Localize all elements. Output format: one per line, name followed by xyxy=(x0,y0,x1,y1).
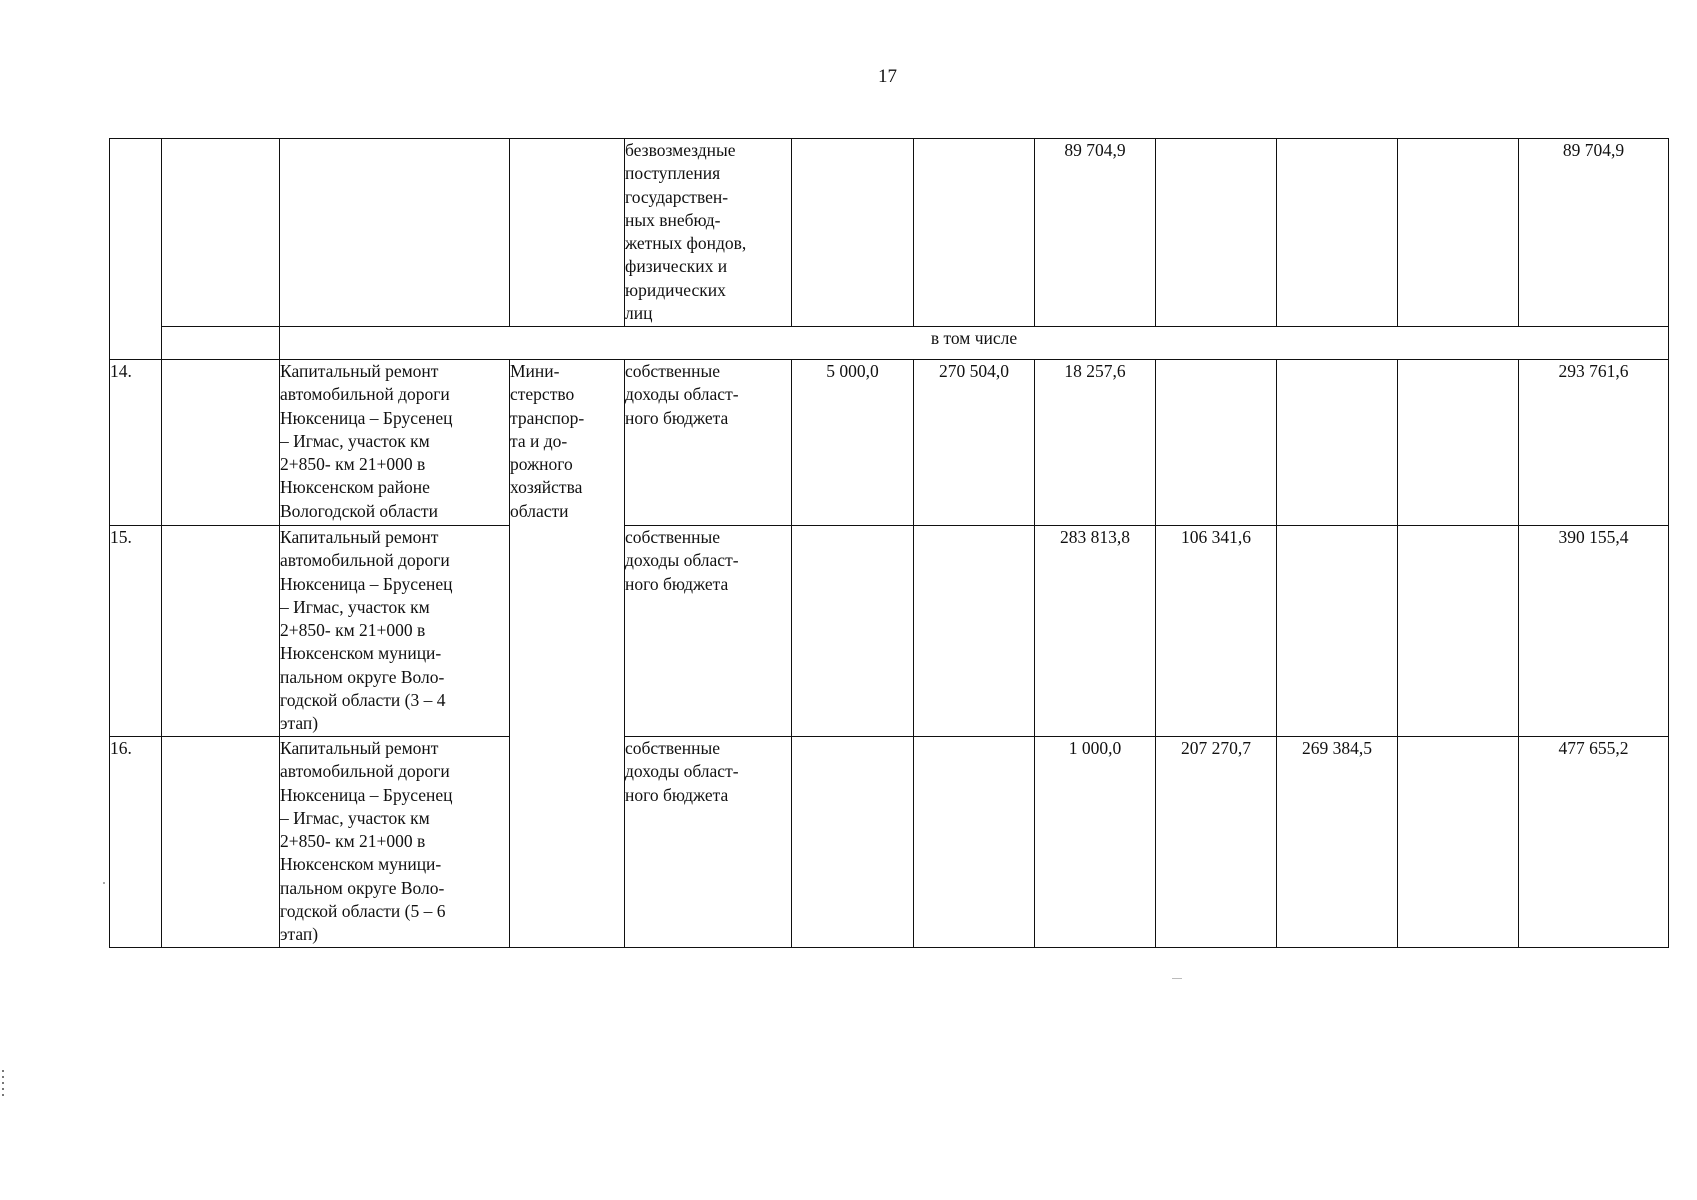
cell-value xyxy=(792,139,914,327)
table-row xyxy=(110,737,1669,948)
cell-value: 18 257,6 xyxy=(1035,360,1156,526)
cell-value xyxy=(1277,139,1398,327)
cell-value: 5 000,0 xyxy=(792,360,914,526)
cell-total: 89 704,9 xyxy=(1519,139,1669,327)
cell-total: 293 761,6 xyxy=(1519,360,1669,526)
page-number: 17 xyxy=(878,66,897,87)
budget-table xyxy=(109,138,1669,948)
cell-value: 89 704,9 xyxy=(1035,139,1156,327)
cell-value xyxy=(1277,360,1398,526)
cell-responsible: Мини- стерство транспор- та и до- рожного хозяйства области xyxy=(510,360,625,948)
cell-value: 1 000,0 xyxy=(1035,737,1156,948)
scan-artifact xyxy=(2,1070,4,1096)
table-row-subheader xyxy=(110,327,1669,360)
cell-blank xyxy=(162,737,280,948)
cell-blank xyxy=(510,139,625,327)
cell-row-number: 14. xyxy=(110,360,162,526)
cell-value xyxy=(1398,139,1519,327)
cell-value xyxy=(792,737,914,948)
table-row-continuation xyxy=(110,139,1669,327)
cell-object-name: Капитальный ремонт автомобильной дороги Нюксеница – Брусенец – Игмас, участок км 2+850- км 21+000 в Нюксенском муници- пальном округе Воло- годской области (3 – 4 этап) xyxy=(280,526,510,737)
cell-blank xyxy=(162,327,280,360)
cell-total: 477 655,2 xyxy=(1519,737,1669,948)
cell-value xyxy=(914,139,1035,327)
table-row xyxy=(110,526,1669,737)
subheader-label: в том числе xyxy=(280,327,1669,360)
cell-value: 283 813,8 xyxy=(1035,526,1156,737)
cell-blank xyxy=(162,139,280,327)
cell-value xyxy=(1156,139,1277,327)
cell-value xyxy=(1156,360,1277,526)
cell-source: собственные доходы област- ного бюджета xyxy=(625,526,792,737)
table-row xyxy=(110,360,1669,526)
cell-value: 207 270,7 xyxy=(1156,737,1277,948)
cell-object-name: Капитальный ремонт автомобильной дороги Нюксеница – Брусенец – Игмас, участок км 2+850- км 21+000 в Нюксенском районе Вологодской области xyxy=(280,360,510,526)
cell-value: 270 504,0 xyxy=(914,360,1035,526)
cell-value xyxy=(792,526,914,737)
cell-value: 106 341,6 xyxy=(1156,526,1277,737)
cell-value xyxy=(914,737,1035,948)
scan-artifact xyxy=(1172,978,1182,979)
cell-blank xyxy=(162,360,280,526)
cell-total: 390 155,4 xyxy=(1519,526,1669,737)
cell-value xyxy=(1277,526,1398,737)
cell-value xyxy=(914,526,1035,737)
cell-source: безвозмездные поступления государствен- ных внебюд- жетных фондов, физических и юридических лиц xyxy=(625,139,792,327)
cell-value xyxy=(1398,360,1519,526)
cell-row-number: 16. xyxy=(110,737,162,948)
cell-source: собственные доходы област- ного бюджета xyxy=(625,737,792,948)
scan-artifact xyxy=(103,882,105,884)
cell-blank xyxy=(280,139,510,327)
cell-source: собственные доходы област- ного бюджета xyxy=(625,360,792,526)
cell-object-name: Капитальный ремонт автомобильной дороги Нюксеница – Брусенец – Игмас, участок км 2+850- км 21+000 в Нюксенском муници- пальном округе Воло- годской области (5 – 6 этап) xyxy=(280,737,510,948)
cell-row-number: 15. xyxy=(110,526,162,737)
cell-blank xyxy=(162,526,280,737)
cell-value xyxy=(1398,737,1519,948)
cell-value xyxy=(1398,526,1519,737)
cell-no-continuation xyxy=(110,139,162,360)
cell-value: 269 384,5 xyxy=(1277,737,1398,948)
